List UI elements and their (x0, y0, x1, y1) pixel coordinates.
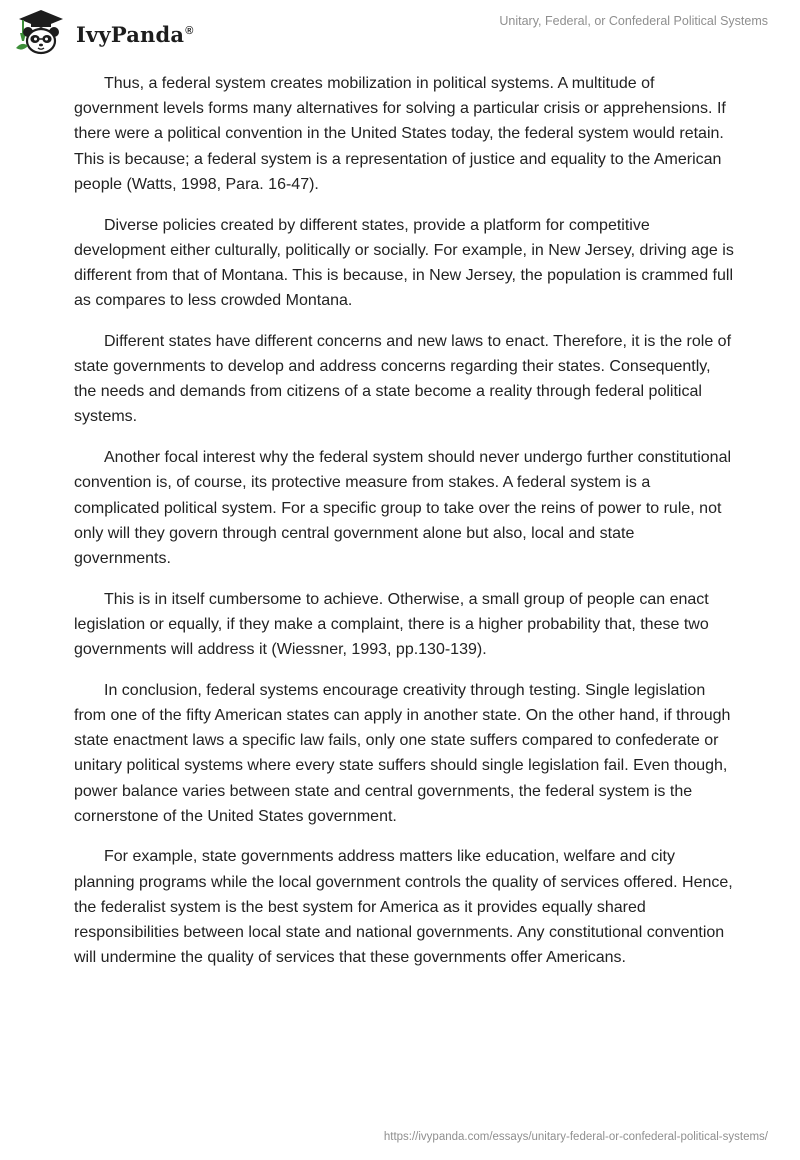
paragraph: In conclusion, federal systems encourage creativity through testing. Single legislation from one of the fifty American states can apply in another state. On the other hand, if through state enactment laws a specific law fails, only one state suffers compared to confederate or unitary political systems where every state suffers should single legislation fail. Even though, power balance varies between state and central governments, the federal system is the cornerstone of the United States government. (74, 681, 731, 825)
essay-body (74, 71, 734, 986)
paragraph: Diverse policies created by different states, provide a platform for competitive development either culturally, politically or socially. For example, in New Jersey, driving age is different from that of Montana. This is because, in New Jersey, the population is crammed full as compares to less crowded Montana. (74, 216, 734, 310)
ivypanda-logo[interactable] (14, 8, 194, 56)
paragraph: For example, state governments address matters like education, welfare and city planning programs while the local government controls the quality of services offered. Hence, the federalist system is the best system for America as it provides equally shared responsibilities between local state and national governments. Any constitutional convention will undermine the quality of services that these governments offer Americans. (74, 848, 733, 967)
paragraph: Different states have different concerns and new laws to enact. Therefore, it is the role of state governments to develop and address concerns regarding their states. Consequently, the needs and demands from citizens of a state become a reality through federal political systems. (74, 332, 732, 426)
registered-mark: ® (185, 24, 194, 37)
page-header (0, 0, 800, 70)
source-url[interactable]: https://ivypanda.com/essays/unitary-federal-or-confederal-political-systems/ (383, 1131, 768, 1143)
paragraph: This is in itself cumbersome to achieve. Otherwise, a small group of people can enact legislation or equally, if they make a complaint, there is a higher probability that, these two governments will address it (Wiessner, 1993, pp.130-139). (74, 590, 709, 659)
paragraph: Another focal interest why the federal system should never undergo further constitutional convention is, of course, its protective measure from stakes. A federal system is a complicated political system. For a specific group to take over the reins of power to rule, not only will they govern through central government alone but also, local and state governments. (74, 449, 732, 567)
document-title: Unitary, Federal, or Confederal Political Systems (499, 14, 768, 28)
panda-graduate-logo-icon (14, 8, 68, 56)
paragraph: Thus, a federal system creates mobilization in political systems. A multitude of government levels forms many alternatives for solving a particular crisis or apprehensions. If there were a political convention in the United States today, the federal system would retain. This is because; a federal system is a representation of justice and equality to the American people (Watts, 1998, Para. 16-47). (74, 75, 726, 193)
brand-name: IvyPanda® (76, 21, 194, 47)
